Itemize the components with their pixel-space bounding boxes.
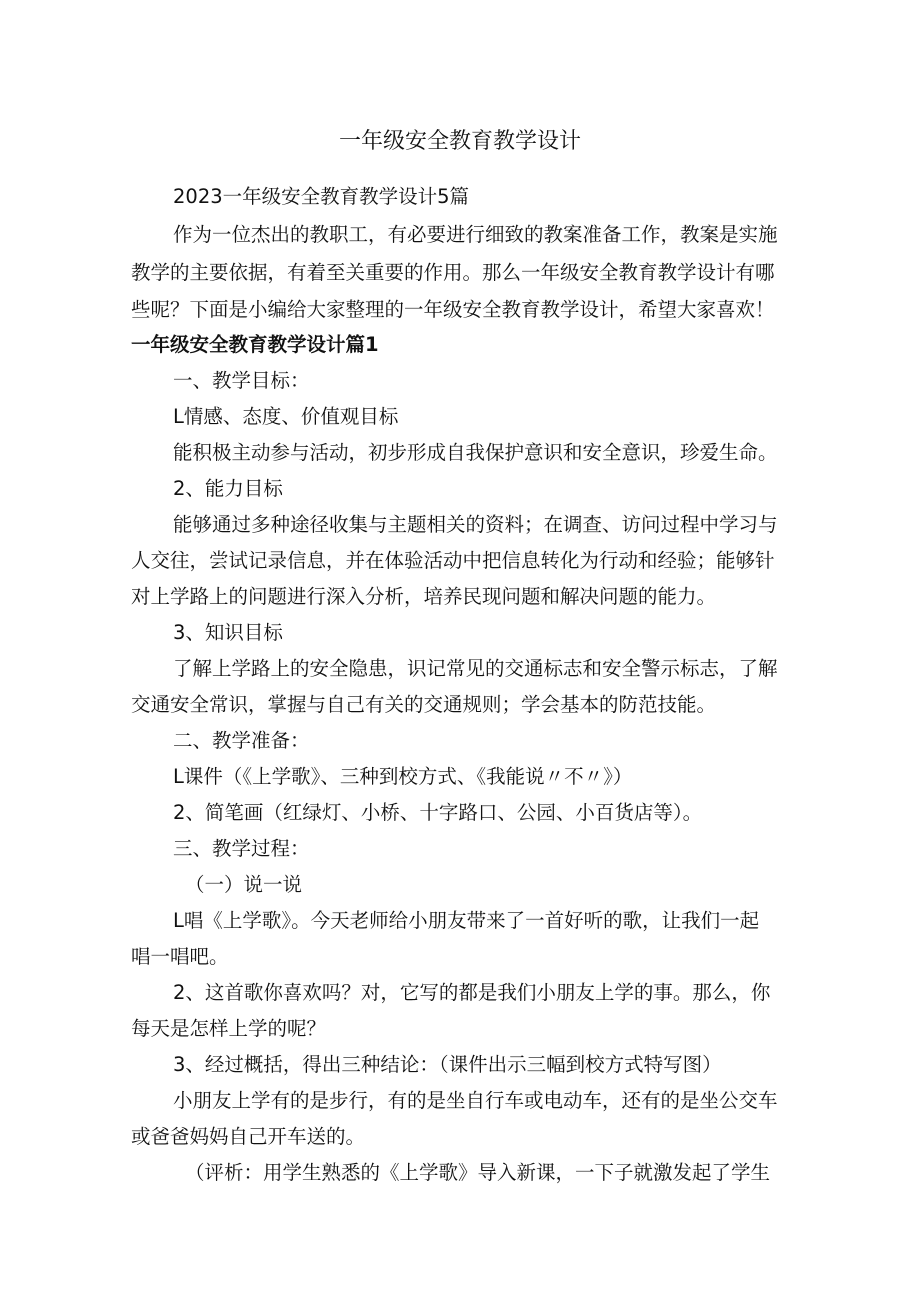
paragraph-line: 3、知识目标 (173, 621, 283, 644)
paragraph-line: 三、教学过程： (173, 837, 310, 860)
paragraph-line: 3、经过概括，得出三种结论：（课件出示三幅到校方式特写图） (173, 1053, 722, 1076)
paragraph-line: 2、这首歌你喜欢吗？对，它写的都是我们小朋友上学的事。那么，你 (173, 981, 771, 1004)
paragraph-line: 一、教学目标： (173, 369, 310, 392)
paragraph-line: L情感、态度、价值观目标 (173, 405, 399, 428)
document-title: 一年级安全教育教学设计 (338, 129, 581, 154)
paragraph-line: 每天是怎样上学的呢？ (131, 1017, 327, 1040)
paragraph-line: 二、教学准备： (173, 729, 310, 752)
paragraph-line: 能积极主动参与活动，初步形成自我保护意识和安全意识，珍爱生命。 (173, 441, 778, 464)
paragraph-line: 2、能力目标 (173, 477, 283, 500)
section-heading: 一年级安全教育教学设计篇1 (131, 333, 379, 356)
paragraph-line: 或爸爸妈妈自己开车送的。 (131, 1125, 366, 1148)
paragraph-line: 对上学路上的问题进行深入分析，培养民现问题和解决问题的能力。 (131, 585, 717, 608)
paragraph-line: 些呢？下面是小编给大家整理的一年级安全教育教学设计，希望大家喜欢！ (131, 298, 775, 321)
paragraph-line: 唱一唱吧。 (131, 945, 229, 968)
subtitle-line: 2023一年级安全教育教学设计5篇 (173, 185, 470, 208)
paragraph-line: 小朋友上学有的是步行，有的是坐自行车或电动车，还有的是坐公交车 (173, 1089, 778, 1112)
paragraph-line: 教学的主要依据，有着至关重要的作用。那么一年级安全教育教学设计有哪 (131, 261, 775, 284)
paragraph-line: 2、简笔画（红绿灯、小桥、十字路口、公园、小百货店等）。 (173, 801, 703, 824)
paragraph-line: L课件（《上学歌》、三种到校方式、《我能说〃不〃》） (173, 765, 633, 788)
paragraph-line: L唱《上学歌》。今天老师给小朋友带来了一首好听的歌，让我们一起 (173, 909, 760, 932)
paragraph-line: 能够通过多种途径收集与主题相关的资料；在调查、访问过程中学习与 (173, 513, 778, 536)
paragraph-line: （评析：用学生熟悉的《上学歌》导入新课，一下子就激发起了学生 (185, 1161, 771, 1184)
paragraph-line: 了解上学路上的安全隐患，识记常见的交通标志和安全警示标志，了解 (173, 657, 778, 680)
paragraph-line: 交通安全常识，掌握与自己有关的交通规则；学会基本的防范技能。 (131, 693, 717, 716)
paragraph-line: 人交往，尝试记录信息，并在体验活动中把信息转化为行动和经验；能够针 (131, 549, 775, 572)
paragraph-line: （一）说一说 (185, 873, 303, 896)
paragraph-line: 作为一位杰出的教职工，有必要进行细致的教案准备工作，教案是实施 (173, 223, 778, 246)
